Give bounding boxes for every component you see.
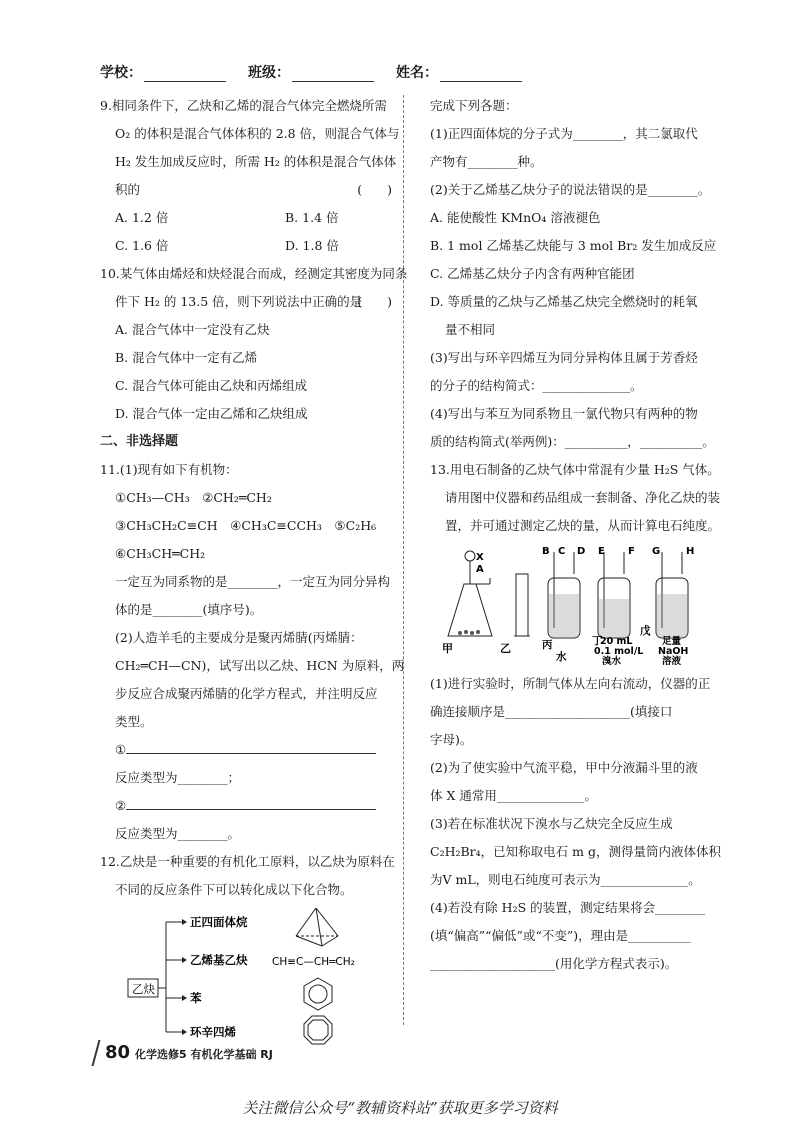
q10-line1: 10.某气体由烯烃和炔烃混合而成，经测定其密度为同条 [100,266,408,281]
label-a: A [476,564,484,575]
q12-sub2-option-a[interactable]: A. 能使酸性 KMnO₄ 溶液褪色 [430,210,601,225]
q12-sub1: (1)正四面体烷的分子式为________，其二氯取代 [430,126,698,141]
q13-sub3: (3)若在标准状况下溴水与乙炔完全反应生成 [430,816,673,831]
q9-line4 [100,176,400,204]
class-blank[interactable] [292,67,374,82]
q11-reaction-type-2: 反应类型为________。 [115,826,241,841]
q12-sub3: (3)写出与环辛四烯互为同分异构体且属于芳香烃 [430,350,698,365]
promo-note: 关注微信公众号“教辅资料站”获取更多学习资料 [242,1099,558,1117]
school-blank[interactable] [144,67,226,82]
q10-line2 [100,288,400,316]
q12-sub4: (4)写出与苯互为同系物且一氯代物只有两种的物 [430,406,698,421]
q12-diagram [100,908,380,1048]
q11-molecules-2: ③CH₃CH₂C≡CH ④CH₃C≡CCH₃ ⑤C₂H₆ [115,518,377,533]
label-yi: 乙 [500,642,511,655]
label-jia: 甲 [442,642,453,655]
q12-sub2-option-b[interactable]: B. 1 mol 乙烯基乙炔能与 3 mol Br₂ 发生加成反应 [430,238,717,253]
q12-sub3-cont: 的分子的结构简式：______________。 [430,378,643,393]
q12-sub2-option-d[interactable]: D. 等质量的乙炔与乙烯基乙炔完全燃烧时的耗氧 [430,294,698,309]
q11-line6: 步反应合成聚丙烯腈的化学方程式，并注明反应 [115,686,378,701]
left-column [100,92,408,1048]
q9-line4-text: 积的 [115,182,141,197]
q13-sub2: (2)为了使实验中气流平稳，甲中分液漏斗里的液 [430,760,698,775]
q9-option-b[interactable]: B. 1.4 倍 [285,210,339,225]
q12-sub2-option-d-cont: 量不相同 [445,322,496,337]
q12-branch-tetrahedrane: 正四面体烷 [190,915,248,929]
q13-sub1-cont: 确连接顺序是____________________(填接口 [430,704,673,719]
q13-sub1: (1)进行实验时，所制气体从左向右流动，仪器的正 [430,676,711,691]
label-wu: 戊 [640,625,651,637]
ding-liquid [599,599,629,637]
q10-option-b[interactable]: B. 混合气体中一定有乙烯 [115,350,258,365]
column-divider [403,95,404,1025]
school-label: 学校： [100,65,142,81]
q11-molecules-1: ①CH₃—CH₃ ②CH₂═CH₂ [115,490,272,505]
q11-equation-2 [100,792,400,820]
q11-line1: 11.(1)现有如下有机物： [100,462,238,477]
q9-answer-paren[interactable]: ( ) [357,182,392,197]
label-e: E [598,546,605,557]
label-h: H [686,546,695,557]
q12-arrowhead-4 [182,1029,187,1035]
q9-line2: O₂ 的体积是混合气体体积的 2.8 倍，则混合气体与 [115,126,400,141]
q11-circle-1: ① [115,742,127,757]
q12-right-intro: 完成下列各题： [430,98,518,113]
q9-options-cd [100,232,400,260]
label-excess: 足量 [662,636,682,647]
q12-sub2-option-c[interactable]: C. 乙烯基乙炔分子内含有两种官能团 [430,266,635,281]
label-concentration: 0.1 mol/L [594,646,644,657]
cylinder-yi [514,574,530,636]
q11-line3: 体的是________(填序号)。 [115,602,263,617]
q9-option-c[interactable]: C. 1.6 倍 [115,238,169,253]
q11-line7: 类型。 [115,714,153,729]
label-b: B [542,546,550,557]
q12-branch-benzene: 苯 [190,991,202,1005]
page-footer [95,1040,355,1068]
label-c: C [558,546,566,557]
label-ding: 丁 [592,635,603,647]
q12-sub2: (2)关于乙烯基乙炔分子的说法错误的是________。 [430,182,711,197]
name-blank[interactable] [440,67,522,82]
q12-branch-vinylacetylene: 乙烯基乙炔 [190,953,248,967]
section-heading: 二、非选择题 [100,434,179,449]
class-field [248,62,374,82]
q10-option-d[interactable]: D. 混合气体一定由乙烯和乙炔组成 [115,406,308,421]
bing-liquid [549,594,579,637]
q13-sub3-cont: C₂H₂Br₄，已知称取电石 m g，测得量筒内液体体积 [430,844,721,859]
book-title: 化学选修5 有机化学基础 RJ [135,1048,273,1061]
q13-sub3-cont2: 为V mL，则电石纯度可表示为______________。 [430,872,701,887]
label-g: G [652,546,661,557]
calcium-carbide [458,630,480,635]
q11-equation-2-blank[interactable] [126,797,376,810]
right-column [430,92,721,978]
q11-line4: (2)人造羊毛的主要成分是聚丙烯腈(丙烯腈： [115,630,363,645]
q9-line3: H₂ 发生加成反应时，所需 H₂ 的体积是混合气体体 [115,154,397,169]
q13-line2: 请用图中仪器和药品组成一套制备、净化乙炔的装 [445,490,721,505]
header [100,62,720,86]
name-label: 姓名： [396,65,438,81]
q13-sub4: (4)若没有除 H₂S 的装置，测定结果将会________ [430,900,706,915]
q11-molecules-3: ⑥CH₃CH═CH₂ [115,546,206,561]
label-solution: 溶液 [662,656,682,666]
q9-line1: 9.相同条件下，乙炔和乙烯的混合气体完全燃烧所需 [100,98,387,113]
q12-arrowhead-1 [182,919,187,925]
q12-line1: 12.乙炔是一种重要的有机化工原料，以乙炔为原料在 [100,854,395,869]
q10-option-a[interactable]: A. 混合气体中一定没有乙炔 [115,322,270,337]
school-field [100,62,226,82]
q9-option-a[interactable]: A. 1.2 倍 [115,210,169,225]
q13-line1: 13.用电石制备的乙炔气体中常混有少量 H₂S 气体。 [430,462,720,477]
wu-liquid [657,594,687,637]
page-number: 80 [105,1042,131,1063]
q13-sub2-cont: 体 X 通常用______________。 [430,788,597,803]
q12-branch-cyclooctatetraene: 环辛四烯 [190,1025,236,1039]
label-f: F [628,546,635,557]
tetrahedrane-structure [296,908,338,946]
class-label: 班级： [248,65,290,81]
q12-sub4-cont: 质的结构简式(举两例)：__________，__________。 [430,434,715,449]
q13-apparatus-diagram [430,544,710,666]
q12-root: 乙炔 [132,982,155,996]
q13-sub4-cont: (填“偏高”“偏低”或“不变”)，理由是__________ [430,928,691,943]
q10-answer-paren[interactable]: ( ) [357,294,392,309]
q12-arrowhead-3 [182,995,187,1001]
label-bing: 丙 [542,639,553,651]
q12-sub1-cont: 产物有________种。 [430,154,543,169]
label-20ml: 20 mL [600,636,633,647]
q13-sub4-cont2: ____________________(用化学方程式表示)。 [430,956,678,971]
vinylacetylene-formula: CH≡C—CH═CH₂ [272,956,355,968]
q11-equation-1 [100,736,400,764]
label-bromine-water: 溴水 [602,656,622,666]
q10-option-c[interactable]: C. 混合气体可能由乙炔和丙烯组成 [115,378,308,393]
q9-options-ab [100,204,400,232]
q13-line3: 置，并可通过测定乙炔的量，从而计算电石纯度。 [445,518,721,533]
label-naoh: NaOH [658,646,689,657]
q11-line5: CH₂═CH—CN)，试写出以乙炔、HCN 为原料，两 [115,658,405,673]
q12-line2: 不同的反应条件下可以转化成以下化合物。 [115,882,353,897]
q12-arrowhead-2 [182,957,187,963]
flask-jia [448,551,492,636]
q13-sub1-cont2: 字母)。 [430,732,473,747]
q11-line2: 一定互为同系物的是________，一定互为同分异构 [115,574,391,589]
q11-circle-2: ② [115,798,127,813]
label-d: D [577,546,586,557]
benzene-structure [304,978,332,1010]
q9-option-d[interactable]: D. 1.8 倍 [285,238,339,253]
q11-equation-1-blank[interactable] [126,741,376,754]
q11-reaction-type-1: 反应类型为________； [115,770,241,785]
label-water: 水 [556,651,567,663]
label-x: X [476,552,484,563]
name-field [396,62,522,82]
q10-line2-text: 件下 H₂ 的 13.5 倍，则下列说法中正确的是 [115,294,363,309]
